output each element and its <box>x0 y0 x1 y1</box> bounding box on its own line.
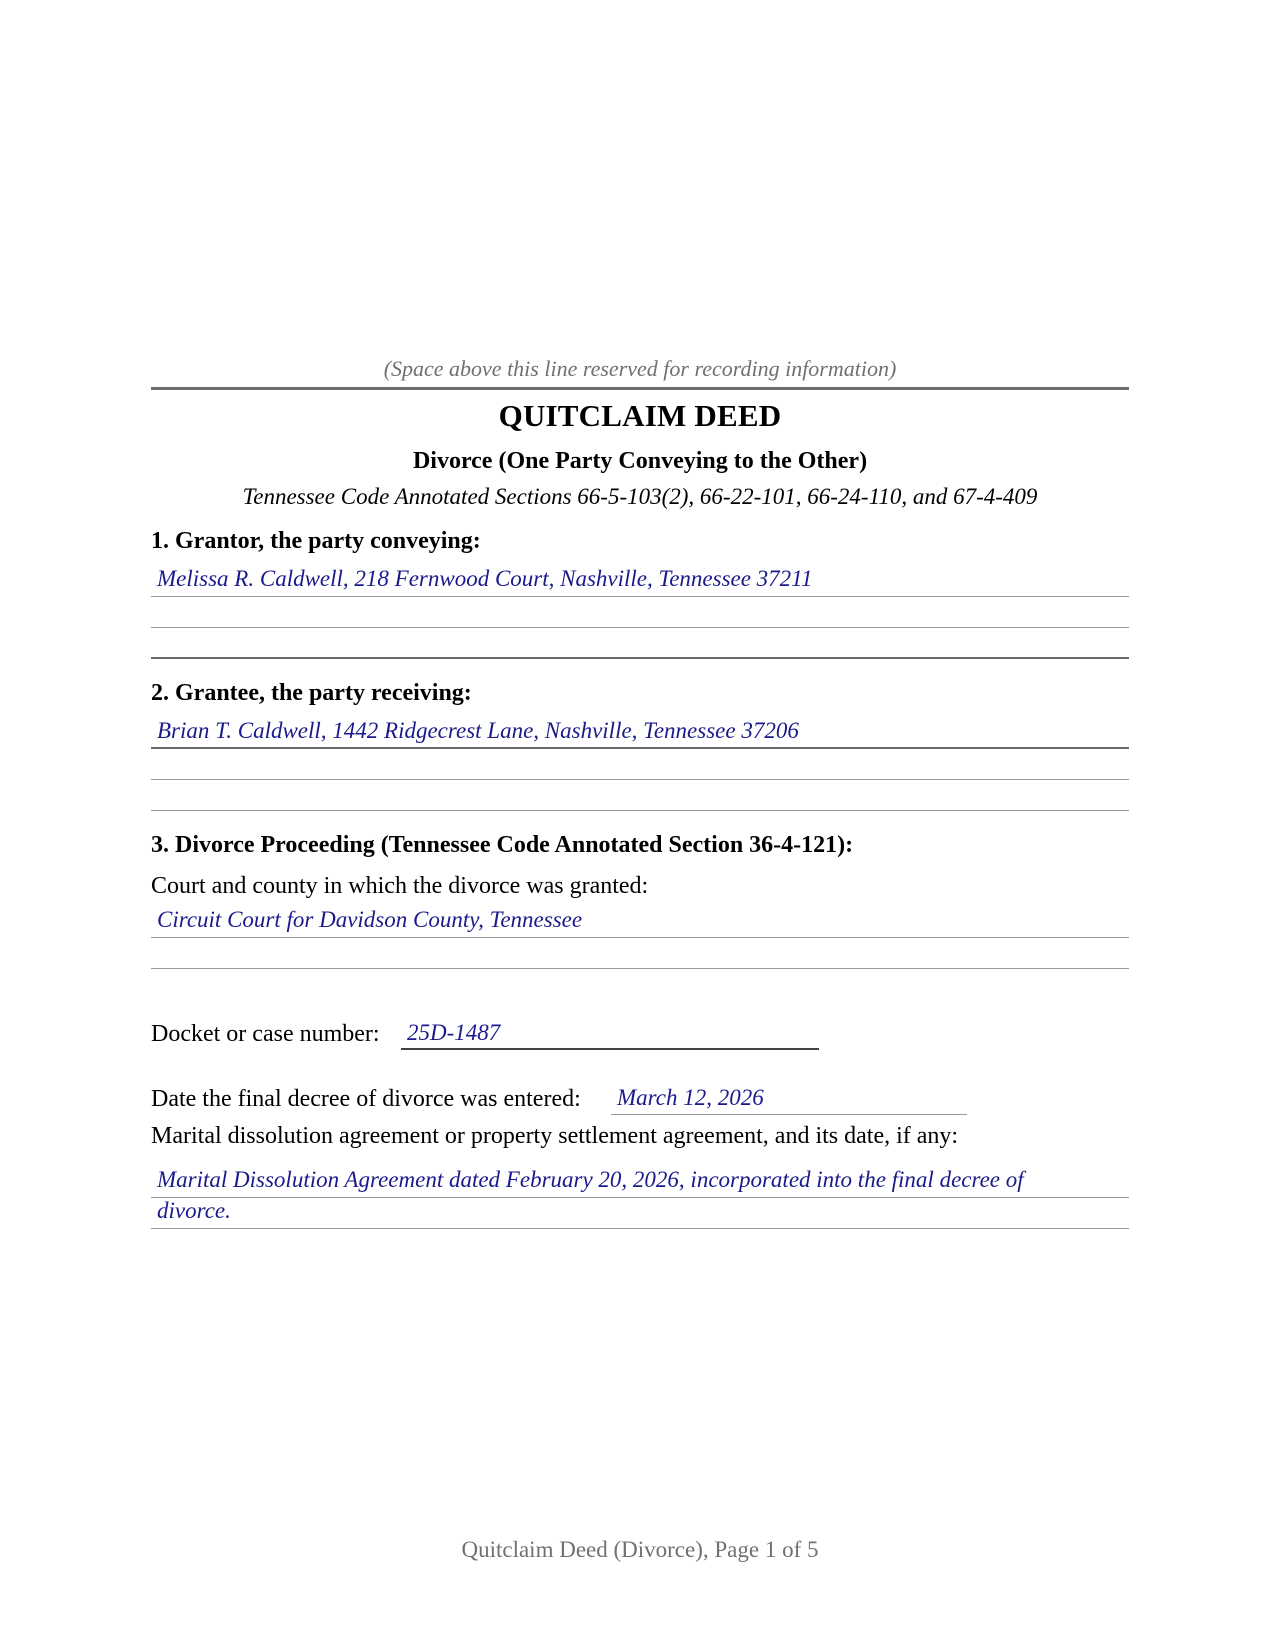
court-value: Circuit Court for Davidson County, Tennessee <box>157 907 583 932</box>
decree-date-field[interactable] <box>611 1085 967 1115</box>
grantor-field[interactable] <box>151 566 1129 597</box>
agreement-label: Marital dissolution agreement or property settlement agreement, and its date, if any: <box>151 1123 959 1149</box>
statute-reference: Tennessee Code Annotated Sections 66-5-103(2), 66-22-101, 66-24-110, and 67-4-409 <box>242 484 1038 509</box>
agreement-field-line2[interactable] <box>151 1198 1129 1229</box>
page-footer: Quitclaim Deed (Divorce), Page 1 of 5 <box>461 1537 819 1562</box>
grantee-value: Brian T. Caldwell, 1442 Ridgecrest Lane, Nashville, Tennessee 37206 <box>157 718 799 743</box>
court-label: Court and county in which the divorce was granted: <box>151 873 649 899</box>
document-page <box>151 0 1129 1650</box>
decree-date-value: March 12, 2026 <box>617 1085 764 1110</box>
docket-label: Docket or case number: <box>151 1021 380 1047</box>
grantee-blank-line[interactable] <box>151 780 1129 811</box>
recording-divider <box>151 387 1129 390</box>
document-subtitle: Divorce (One Party Conveying to the Other) <box>412 448 868 474</box>
agreement-value-line2: divorce. <box>157 1198 231 1223</box>
docket-value: 25D-1487 <box>407 1020 501 1045</box>
grantee-heading: 2. Grantee, the party receiving: <box>151 680 472 706</box>
divorce-heading: 3. Divorce Proceeding (Tennessee Code Annotated Section 36-4-121): <box>151 832 854 858</box>
grantor-blank-line[interactable] <box>151 628 1129 659</box>
grantor-blank-line[interactable] <box>151 597 1129 628</box>
court-blank-line[interactable] <box>151 938 1129 969</box>
grantor-value: Melissa R. Caldwell, 218 Fernwood Court, Nashville, Tennessee 37211 <box>157 566 813 591</box>
recording-reserved-note: (Space above this line reserved for recording information) <box>383 356 897 381</box>
grantor-heading: 1. Grantor, the party conveying: <box>151 528 481 554</box>
agreement-value-line1: Marital Dissolution Agreement dated February 20, 2026, incorporated into the final decree of <box>157 1167 1024 1192</box>
grantee-blank-line[interactable] <box>151 749 1129 780</box>
court-field[interactable] <box>151 907 1129 938</box>
grantee-field[interactable] <box>151 718 1129 749</box>
document-title: QUITCLAIM DEED <box>498 398 782 433</box>
decree-date-label: Date the final decree of divorce was entered: <box>151 1086 581 1112</box>
agreement-field[interactable] <box>151 1167 1129 1198</box>
docket-field[interactable] <box>401 1020 819 1050</box>
